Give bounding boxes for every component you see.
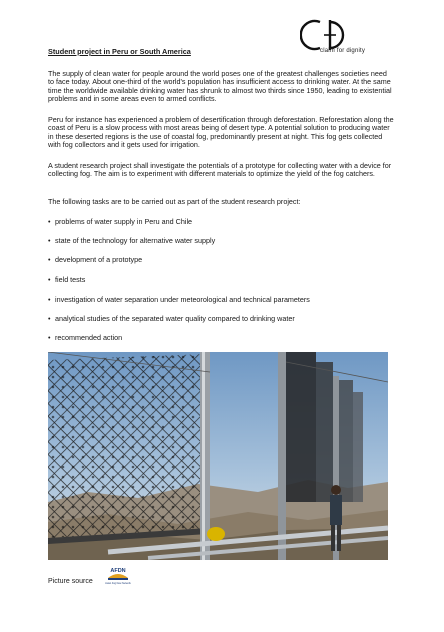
list-item [48, 237, 215, 245]
fog-collector-photo [48, 352, 388, 560]
list-item [48, 315, 295, 323]
project-paragraph: A student research project shall investigate the potentials of a prototype for collecting water with a device for collecting fog. The aim is to experiment with different materials to optimize the yield of the fog catchers. [48, 161, 392, 179]
cfd-logo-icon [300, 18, 384, 52]
list-item [48, 256, 142, 264]
afdn-logo-subtitle: Asian Fog Dew Network [105, 582, 131, 585]
claim-for-dignity-logo [300, 18, 384, 58]
tasks-intro-paragraph: The following tasks are to be carried out as part of the student research project: [48, 197, 301, 206]
task-text: investigation of water separation under meteorological and technical parameters [55, 295, 310, 304]
intro-paragraph: The supply of clean water for people around the world poses one of the greatest challenges societies need to face today. About one-third of the world's population has insufficient access to drinking water. At the same time the worldwide available drinking water has shrunk to almost two thirds since 1950, leading to existential problems and in some areas even to armed conflicts. [48, 69, 392, 103]
bullet-icon: • [48, 333, 51, 342]
list-item [48, 276, 85, 284]
bullet-icon: • [48, 217, 51, 226]
task-text: development of a prototype [55, 255, 143, 264]
afdn-logo-icon [104, 566, 132, 586]
afdn-logo [104, 566, 132, 586]
afdn-logo-name: AFDN [110, 568, 126, 574]
bullet-icon: • [48, 275, 51, 284]
bullet-icon: • [48, 295, 51, 304]
task-text: problems of water supply in Peru and Chile [55, 217, 193, 226]
logo-tagline: claim for dignity [320, 48, 366, 54]
list-item [48, 218, 192, 226]
bullet-icon: • [48, 236, 51, 245]
picture-source-caption: Picture source [48, 578, 93, 585]
peru-paragraph: Peru for instance has experienced a problem of desertification through deforestation. Reforestation along the coast of Peru is a slow process with most areas being of desert type. A potential solution to producing water in these deserted regions is the use of coastal fog, predominantly present at night. This fog gets collected with fog collectors and it gets used for irrigation. [48, 115, 394, 149]
bullet-icon: • [48, 255, 51, 264]
document-title: Student project in Peru or South America [48, 47, 191, 56]
bullet-icon: • [48, 314, 51, 323]
list-item [48, 334, 122, 342]
task-text: state of the technology for alternative water supply [55, 236, 216, 245]
list-item [48, 296, 310, 304]
task-text: analytical studies of the separated water quality compared to drinking water [55, 314, 295, 323]
fog-collector-photo-icon [48, 352, 388, 560]
task-text: recommended action [55, 333, 123, 342]
task-text: field tests [55, 275, 86, 284]
